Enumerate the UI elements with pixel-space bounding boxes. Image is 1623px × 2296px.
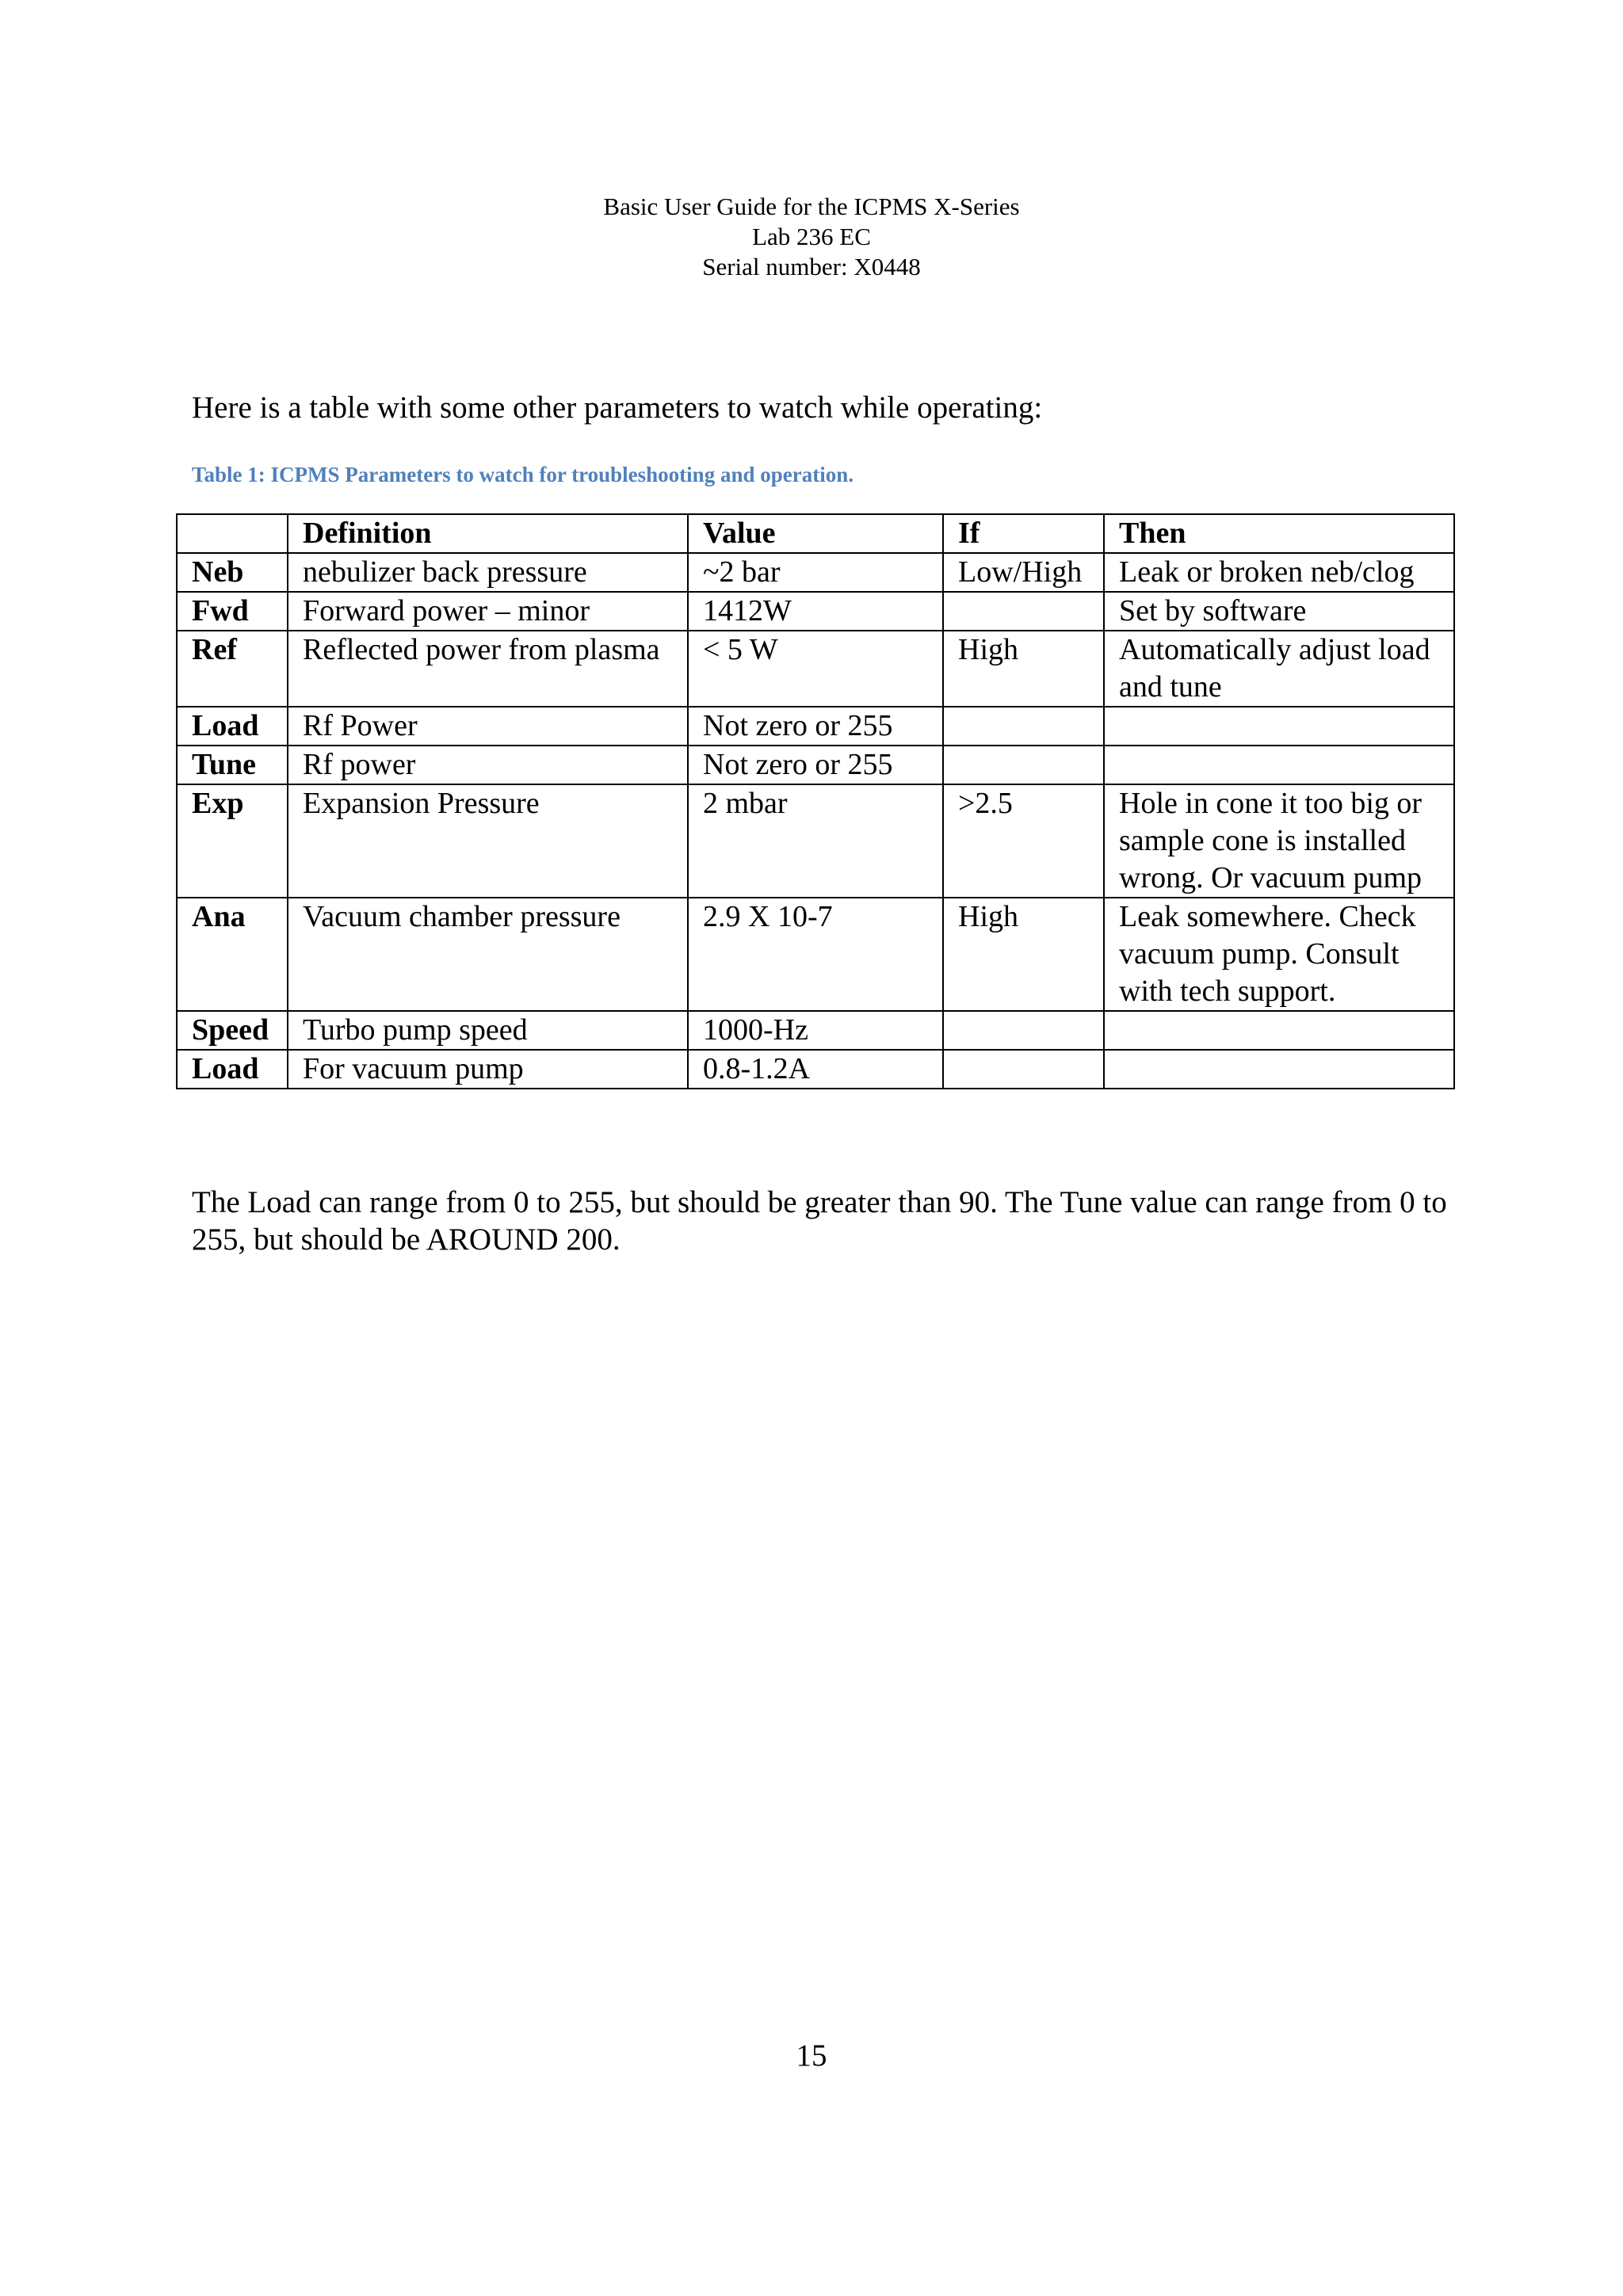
table-row bbox=[177, 553, 1454, 592]
header-lab: Lab 236 EC bbox=[752, 223, 871, 250]
row-value: 0.8-1.2A bbox=[688, 1050, 943, 1089]
row-then: Set by software bbox=[1104, 592, 1454, 631]
note-paragraph: The Load can range from 0 to 255, but should be greater than 90. The Tune value can range from 0 to 255, but should be AROUND 200. bbox=[192, 1185, 1447, 1257]
row-if bbox=[943, 707, 1104, 746]
column-header-if: If bbox=[943, 514, 1104, 553]
row-then bbox=[1104, 1050, 1454, 1089]
table-row bbox=[177, 746, 1454, 784]
row-definition: Rf power bbox=[288, 746, 688, 784]
table-row bbox=[177, 898, 1454, 1011]
row-key: Tune bbox=[177, 746, 288, 784]
row-if bbox=[943, 1050, 1104, 1089]
row-value: ~2 bar bbox=[688, 553, 943, 592]
row-value: 1000-Hz bbox=[688, 1011, 943, 1050]
row-then: Leak or broken neb/clog bbox=[1104, 553, 1454, 592]
row-definition: Forward power – minor bbox=[288, 592, 688, 631]
row-then bbox=[1104, 746, 1454, 784]
row-then: Leak somewhere. Check vacuum pump. Consult with tech support. bbox=[1104, 898, 1454, 1011]
header-title: Basic User Guide for the ICPMS X-Series bbox=[603, 193, 1020, 220]
row-value: < 5 W bbox=[688, 631, 943, 707]
header-serial: Serial number: X0448 bbox=[702, 253, 921, 280]
row-value: Not zero or 255 bbox=[688, 746, 943, 784]
row-key: Load bbox=[177, 707, 288, 746]
row-then bbox=[1104, 1011, 1454, 1050]
column-header-key bbox=[177, 514, 288, 553]
column-header-definition: Definition bbox=[288, 514, 688, 553]
table-row bbox=[177, 784, 1454, 898]
row-if bbox=[943, 592, 1104, 631]
row-key: Speed bbox=[177, 1011, 288, 1050]
parameters-table bbox=[176, 513, 1455, 1089]
table-caption: Table 1: ICPMS Parameters to watch for troubleshooting and operation. bbox=[192, 463, 854, 486]
row-value: 2.9 X 10-7 bbox=[688, 898, 943, 1011]
row-definition: Expansion Pressure bbox=[288, 784, 688, 898]
table-row bbox=[177, 592, 1454, 631]
row-definition: Vacuum chamber pressure bbox=[288, 898, 688, 1011]
row-key: Fwd bbox=[177, 592, 288, 631]
page-number: 15 bbox=[796, 2039, 827, 2073]
column-header-then: Then bbox=[1104, 514, 1454, 553]
row-if: >2.5 bbox=[943, 784, 1104, 898]
row-definition: For vacuum pump bbox=[288, 1050, 688, 1089]
row-definition: Reflected power from plasma bbox=[288, 631, 688, 707]
table-header-row bbox=[177, 514, 1454, 553]
row-then: Automatically adjust load and tune bbox=[1104, 631, 1454, 707]
row-key: Load bbox=[177, 1050, 288, 1089]
table-row bbox=[177, 1050, 1454, 1089]
table-row bbox=[177, 631, 1454, 707]
row-key: Neb bbox=[177, 553, 288, 592]
intro-paragraph: Here is a table with some other parameters to watch while operating: bbox=[192, 391, 1043, 425]
page-header bbox=[0, 192, 1623, 282]
row-if: High bbox=[943, 898, 1104, 1011]
table-row bbox=[177, 707, 1454, 746]
row-value: Not zero or 255 bbox=[688, 707, 943, 746]
row-if: Low/High bbox=[943, 553, 1104, 592]
row-if bbox=[943, 1011, 1104, 1050]
row-value: 1412W bbox=[688, 592, 943, 631]
column-header-value: Value bbox=[688, 514, 943, 553]
row-definition: nebulizer back pressure bbox=[288, 553, 688, 592]
row-if bbox=[943, 746, 1104, 784]
row-key: Exp bbox=[177, 784, 288, 898]
row-definition: Rf Power bbox=[288, 707, 688, 746]
row-then bbox=[1104, 707, 1454, 746]
row-then: Hole in cone it too big or sample cone is installed wrong. Or vacuum pump bbox=[1104, 784, 1454, 898]
table-row bbox=[177, 1011, 1454, 1050]
row-key: Ref bbox=[177, 631, 288, 707]
row-value: 2 mbar bbox=[688, 784, 943, 898]
row-definition: Turbo pump speed bbox=[288, 1011, 688, 1050]
row-if: High bbox=[943, 631, 1104, 707]
row-key: Ana bbox=[177, 898, 288, 1011]
